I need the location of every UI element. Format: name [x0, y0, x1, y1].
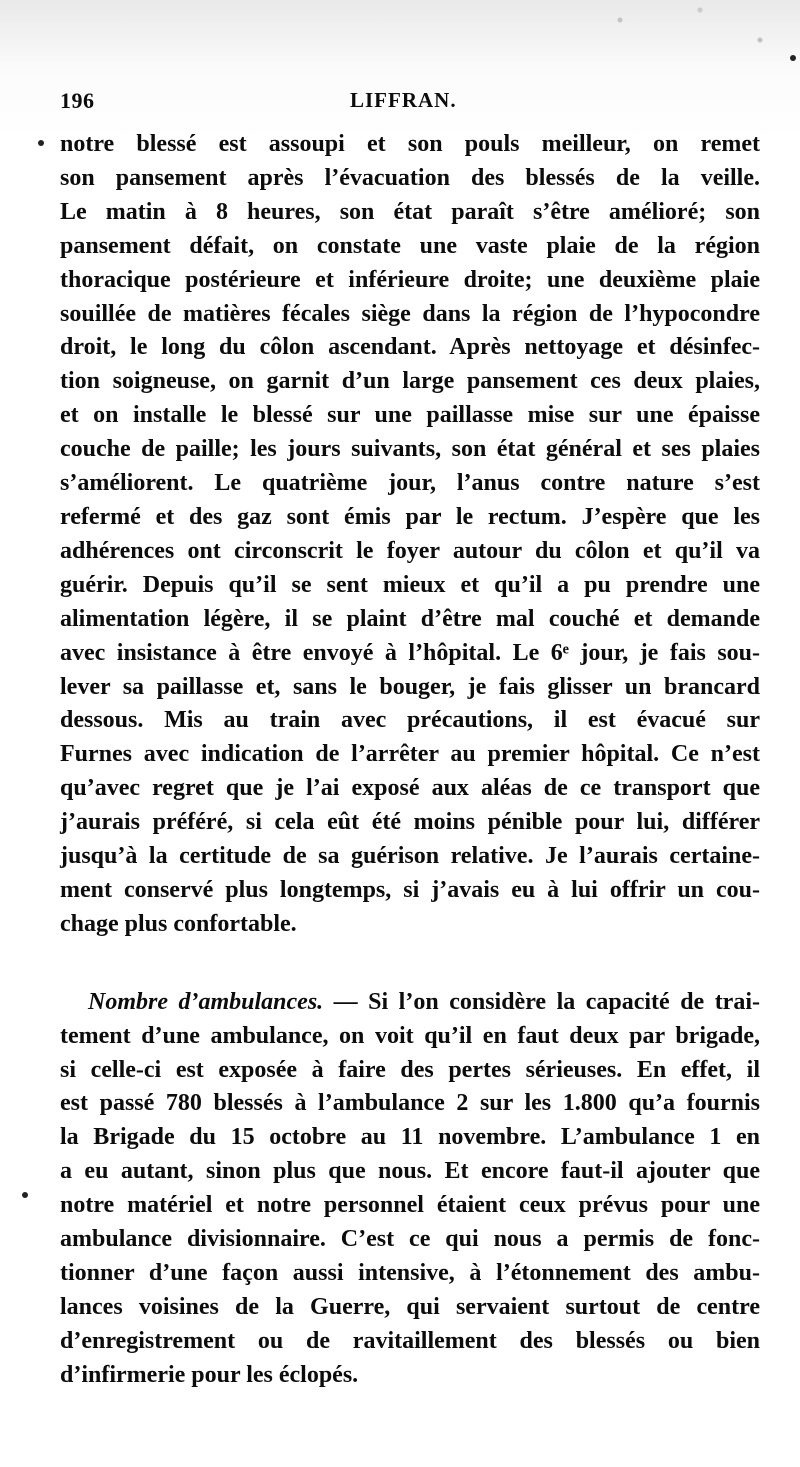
text-line: notre blessé est assoupi et son pouls meilleur, on remet	[60, 131, 760, 157]
text-line: avec insistance à être envoyé à l’hôpital. Le 6ᵉ jour, je fais sou-	[60, 639, 760, 666]
text-line: ment conservé plus longtemps, si j’avais eu à lui offrir un cou-	[60, 876, 760, 903]
text-line: s’améliorent. Le quatrième jour, l’anus contre nature s’est	[60, 470, 760, 497]
text-line: souillée de matières fécales siège dans la région de l’hypocondre	[60, 300, 760, 327]
section-heading: Nombre d’ambulances.	[88, 988, 324, 1015]
text-line: tion soigneuse, on garnit d’un large pansement ces deux plaies,	[60, 368, 760, 395]
paragraph-gap	[60, 942, 760, 986]
text-line: refermé et des gaz sont émis par le rectum. J’espère que les	[60, 503, 760, 530]
running-head	[60, 88, 750, 116]
text-line: couche de paille; les jours suivants, son état général et ses plaies	[60, 436, 760, 463]
text-line: qu’avec regret que je l’ai exposé aux aléas de ce transport que	[60, 775, 760, 802]
margin-speck	[22, 1192, 28, 1198]
text-line: est passé 780 blessés à l’ambulance 2 sur les 1.800 qu’a fournis	[60, 1090, 760, 1117]
margin-speck	[38, 140, 44, 146]
paragraph-2	[60, 986, 760, 1393]
text-line: notre matériel et notre personnel étaient ceux prévus pour une	[60, 1192, 760, 1219]
paragraph-1	[60, 128, 760, 942]
text-line: d’enregistrement ou de ravitaillement des blessés ou bien	[60, 1327, 760, 1354]
text-line: jusqu’à la certitude de sa guérison relative. Je l’aurais certaine-	[60, 843, 760, 870]
text-line: alimentation légère, il se plaint d’être mal couché et demande	[60, 605, 760, 632]
text-line: son pansement après l’évacuation des blessés de la veille.	[60, 164, 760, 191]
text-line: droit, le long du côlon ascendant. Après nettoyage et désinfec-	[60, 334, 760, 361]
section-lead-text: — Si l’on considère la capacité de trai-	[323, 988, 760, 1015]
text-line: ambulance divisionnaire. C’est ce qui nous a permis de fonc-	[60, 1226, 760, 1253]
text-line: dessous. Mis au train avec précautions, il est évacué sur	[60, 707, 760, 734]
text-line: lever sa paillasse et, sans le bouger, je fais glisser un brancard	[60, 673, 760, 700]
scan-noise	[0, 0, 800, 80]
margin-speck	[790, 55, 796, 61]
text-line: adhérences ont circonscrit le foyer autour du côlon et qu’il va	[60, 537, 760, 564]
text-line: la Brigade du 15 octobre au 11 novembre. L’ambulance 1 en	[60, 1124, 760, 1151]
text-line: tionner d’une façon aussi intensive, à l’étonnement des ambu-	[60, 1260, 760, 1286]
text-line: a eu autant, sinon plus que nous. Et encore faut-il ajouter que	[60, 1158, 760, 1185]
text-line: tement d’une ambulance, on voit qu’il en faut deux par brigade,	[60, 1022, 760, 1049]
text-line: thoracique postérieure et inférieure droite; une deuxième plaie	[60, 266, 760, 293]
running-title: LIFFRAN.	[350, 88, 457, 112]
page-number: 196	[60, 88, 95, 113]
text-line: Furnes avec indication de l’arrêter au premier hôpital. Ce n’est	[60, 741, 760, 768]
text-line: chage plus confortable.	[60, 910, 297, 937]
text-line: lances voisines de la Guerre, qui servaient surtout de centre	[60, 1293, 760, 1320]
text-line: j’aurais préféré, si cela eût été moins pénible pour lui, différer	[60, 809, 760, 836]
text-line: d’infirmerie pour les éclopés.	[60, 1361, 359, 1388]
text-line: Le matin à 8 heures, son état paraît s’être amélioré; son	[60, 198, 760, 225]
text-line: pansement défait, on constate une vaste plaie de la région	[60, 232, 760, 259]
text-line: guérir. Depuis qu’il se sent mieux et qu’il a pu prendre une	[60, 571, 760, 598]
text-line: si celle-ci est exposée à faire des pertes sérieuses. En effet, il	[60, 1056, 760, 1083]
text-line: et on installe le blessé sur une paillasse mise sur une épaisse	[60, 402, 760, 429]
body-text	[60, 128, 760, 1393]
section-lead-line	[60, 986, 760, 1020]
